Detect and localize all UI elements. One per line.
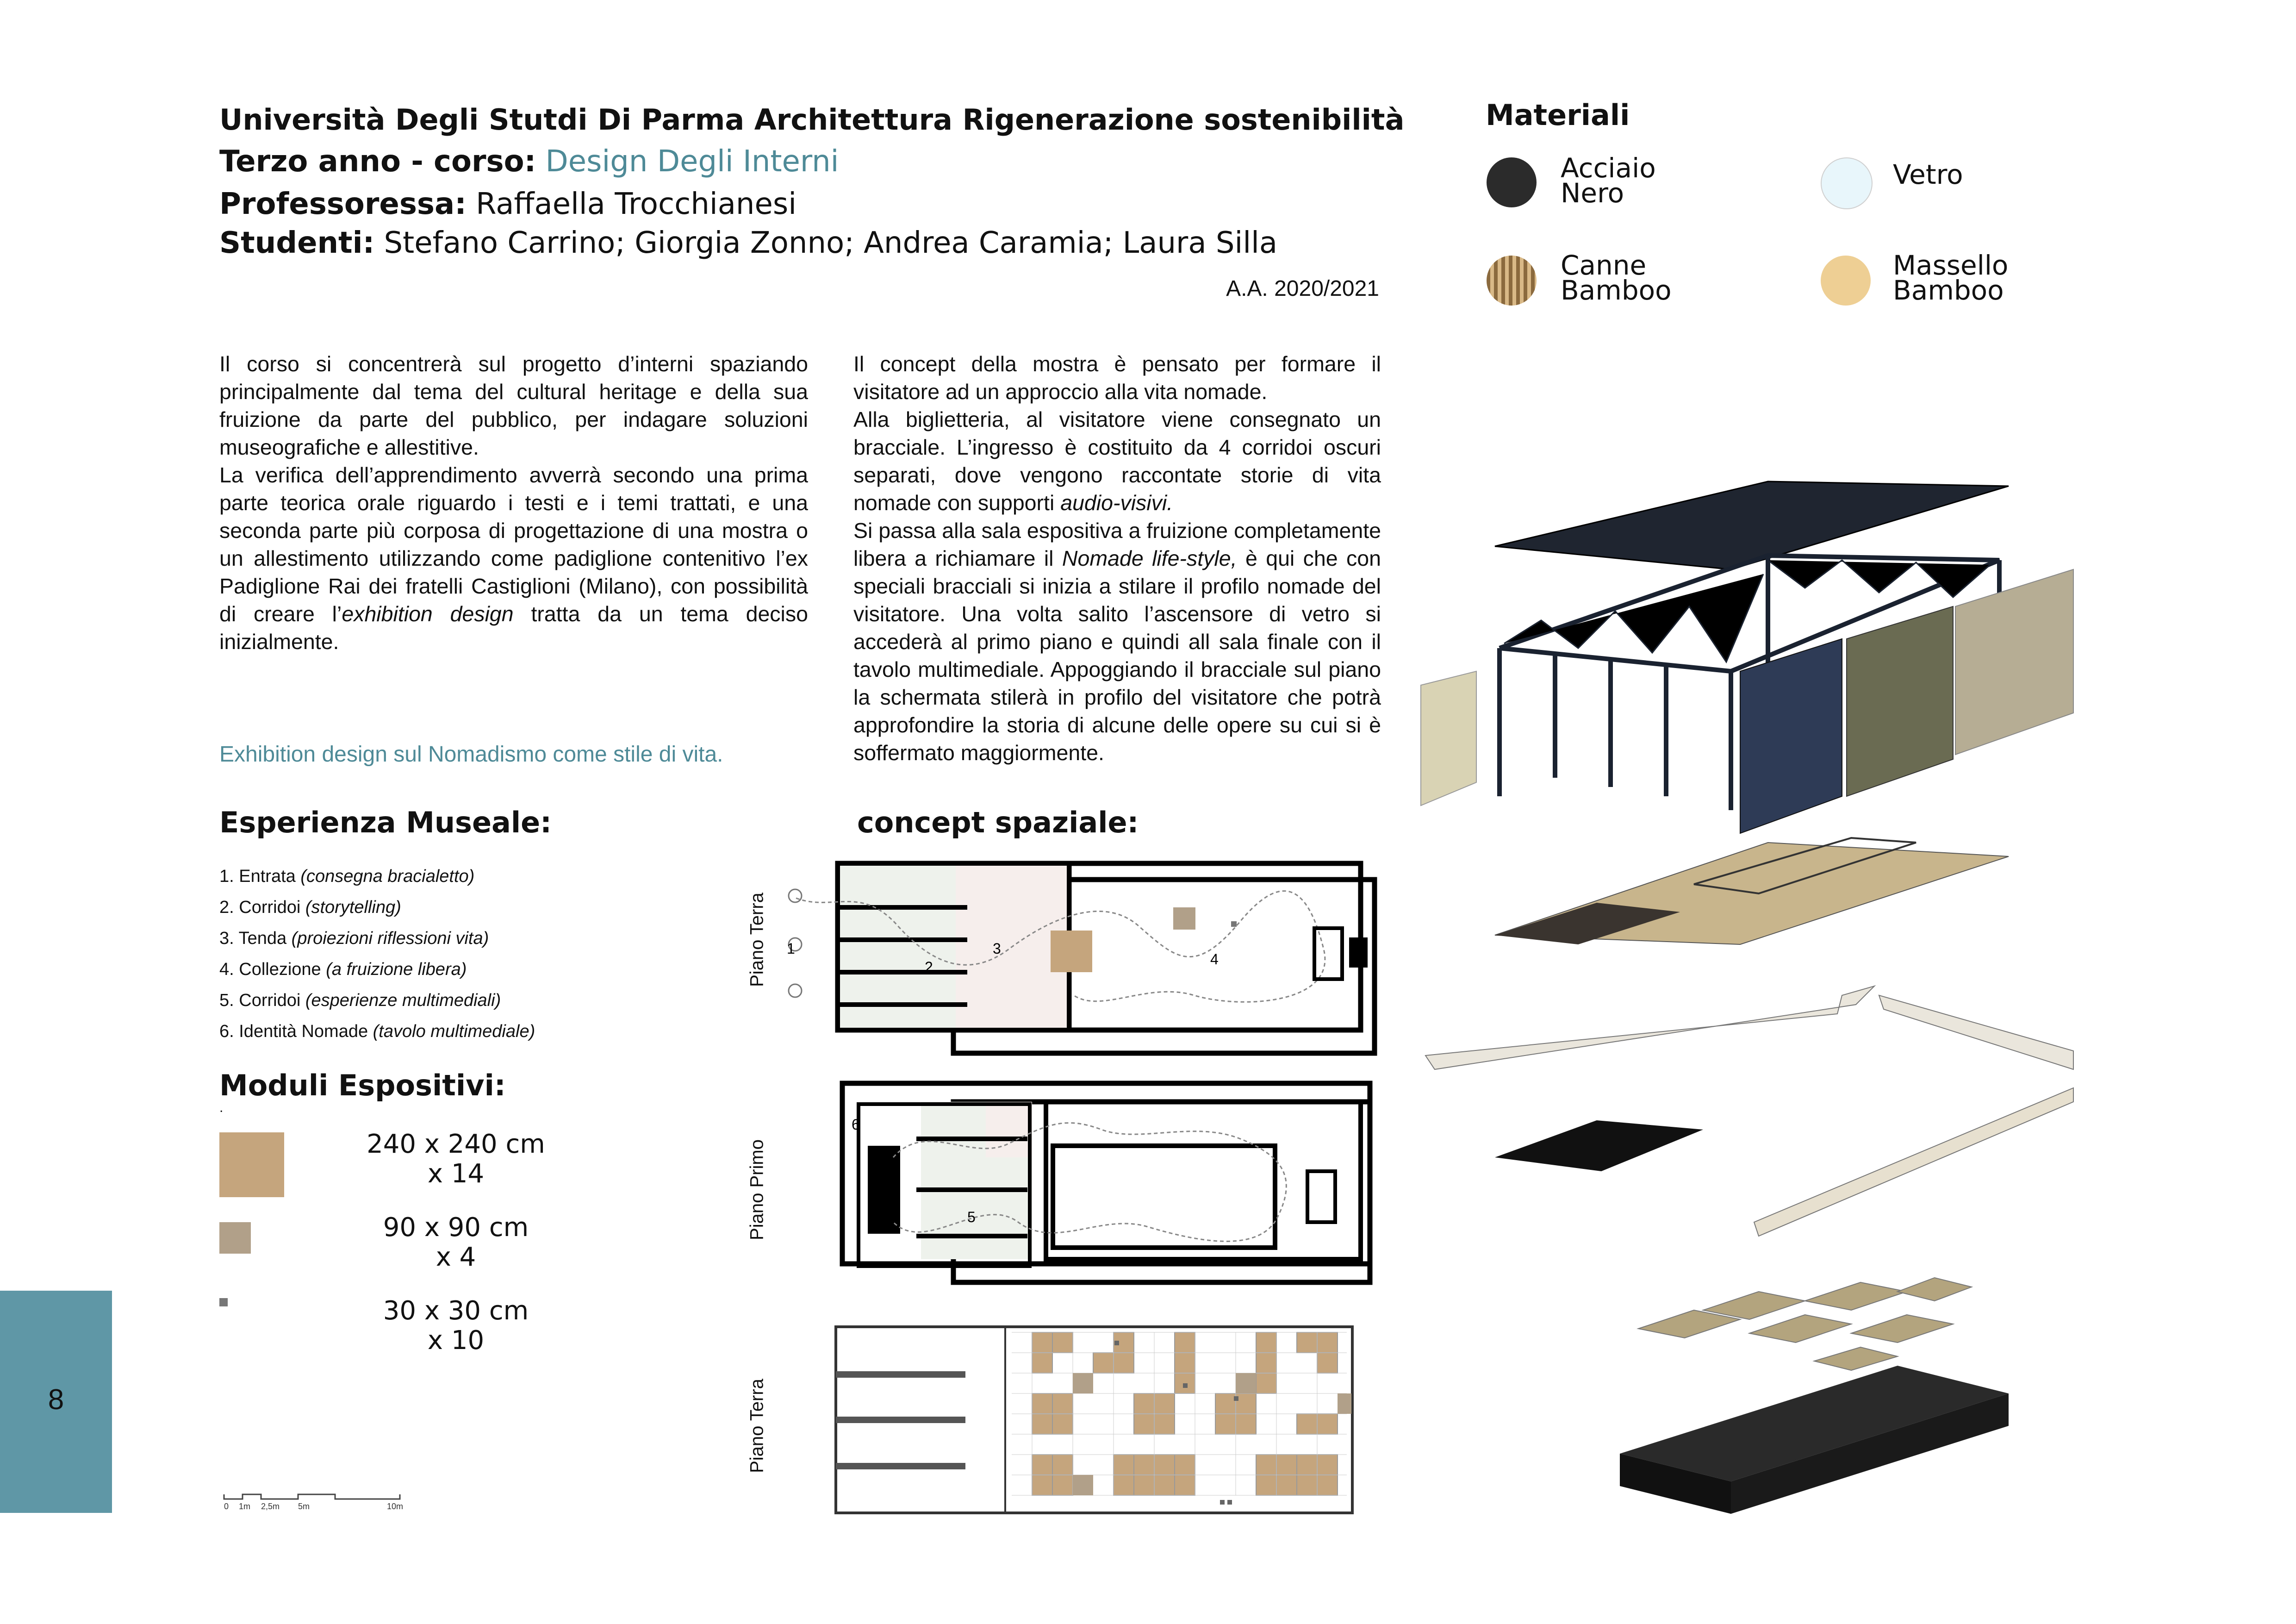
scale-tick-2: 2,5m bbox=[261, 1502, 280, 1511]
moduli-title: Moduli Espositivi: bbox=[219, 1068, 506, 1102]
header-students-value: Stefano Carrino; Giorgia Zonno; Andrea Caramia; Laura Silla bbox=[384, 226, 1278, 260]
list-item: 2. Corridoi (storytelling) bbox=[219, 898, 401, 917]
header-course bbox=[219, 144, 839, 179]
course-paragraph-1: Il corso si concentrerà sul progetto d’interni spaziando principalmente dal tema del cultural heritage e della sua fruizione da parte del pubblico, per indagare soluzioni museografiche e allestitive. bbox=[219, 352, 808, 459]
plan2-label: Piano Primo bbox=[747, 1139, 767, 1240]
header-professor bbox=[219, 187, 796, 221]
scale-tick-4: 10m bbox=[387, 1502, 404, 1511]
concept-title: concept spaziale: bbox=[857, 806, 1139, 839]
list-item: 6. Identità Nomade (tavolo multimediale) bbox=[219, 1022, 535, 1041]
axon-facade-left bbox=[1421, 671, 1476, 806]
scale-tick-0: 0 bbox=[224, 1502, 229, 1511]
course-paragraph-2: La verifica dell’apprendimento avverrà secondo una prima parte teorica orale riguardo i testi e i temi trattati, e una seconda parte più corposa di progettazione di una mostra o un allestimento utilizzando come padiglione contenitivo l’ex Padiglione Rai dei fratelli Castiglioni (Milano), con possibilità di creare l’ bbox=[219, 463, 808, 626]
plan-marker-2: 2 bbox=[925, 959, 933, 975]
concept-paragraph-3: Si passa alla sala espositiva a fruizione completamente libera a richiamare il bbox=[853, 518, 1381, 570]
scale-tick-3: 5m bbox=[298, 1502, 310, 1511]
material-swatch-steel bbox=[1487, 157, 1537, 207]
concept-paragraph-1: Il concept della mostra è pensato per formare il visitatore ad un approccio alla vita nomade. bbox=[853, 352, 1381, 404]
materiali-title: Materiali bbox=[1486, 98, 1630, 132]
header-university: Università Degli Stutdi Di Parma Architettura Rigenerazione sostenibilità bbox=[219, 103, 1405, 137]
list-item: 4. Collezione (a fruizione libera) bbox=[219, 960, 467, 979]
material-label-glass: Vetro bbox=[1893, 159, 1963, 190]
axon-mezzanine-right bbox=[1879, 995, 2073, 1069]
module-label-small: 30 x 30 cm x 10 bbox=[383, 1296, 529, 1355]
list-item: 5. Corridoi (esperienze multimediali) bbox=[219, 991, 501, 1010]
concept-paragraph-2-italic: audio-visivi. bbox=[1060, 491, 1173, 515]
esperienza-title: Esperienza Museale: bbox=[219, 806, 552, 839]
plan-marker-3: 3 bbox=[993, 940, 1001, 957]
axon-roof bbox=[1495, 481, 2009, 569]
concept-paragraph-3-italic: Nomade life-style, bbox=[1062, 546, 1237, 570]
module-swatch-small bbox=[219, 1298, 228, 1306]
exhibition-subtitle: Exhibition design sul Nomadismo come stile di vita. bbox=[219, 742, 723, 767]
concept-description bbox=[853, 350, 1381, 767]
material-swatch-cane-bamboo bbox=[1487, 256, 1537, 306]
plan1-label: Piano Terra bbox=[747, 893, 767, 987]
concept-paragraph-2: Alla biglietteria, al visitatore viene consegnato un bracciale. L’ingresso è costituito da 4 corridoi oscuri separati, dove vengono raccontate storie di vita nomade con supporti bbox=[853, 407, 1381, 515]
page-number: 8 bbox=[48, 1384, 64, 1416]
plan3-label: Piano Terra bbox=[747, 1379, 767, 1473]
list-item: 1. Entrata (consegna bracialetto) bbox=[219, 867, 475, 886]
material-label-cane-bamboo: Canne Bamboo bbox=[1561, 250, 1672, 306]
exploded-axonometric bbox=[1407, 454, 2092, 1528]
header-professor-value: Raffaella Trocchianesi bbox=[476, 187, 796, 221]
scale-tick-1: 1m bbox=[239, 1502, 251, 1511]
header-students bbox=[219, 226, 1277, 260]
scale-bar bbox=[219, 1486, 414, 1514]
course-paragraph-2-end: tratta da un tema deciso inizialmente. bbox=[219, 602, 809, 654]
plan3-label-wrap bbox=[743, 1356, 771, 1495]
material-swatch-glass bbox=[1821, 157, 1873, 209]
academic-year: A.A. 2020/2021 bbox=[1226, 276, 1379, 301]
course-description bbox=[219, 350, 808, 656]
axon-facade-cane bbox=[1955, 569, 2073, 755]
plan2-label-wrap bbox=[743, 1120, 771, 1259]
header-students-label: Studenti: bbox=[219, 226, 375, 260]
material-label-steel: Acciaio Nero bbox=[1561, 152, 1656, 209]
axon-modules bbox=[1638, 1278, 1972, 1370]
module-label-large: 240 x 240 cm x 14 bbox=[367, 1129, 545, 1189]
module-swatch-medium bbox=[219, 1222, 251, 1254]
header-course-label: Terzo anno - corso: bbox=[219, 144, 536, 179]
plan-marker-4: 4 bbox=[1210, 951, 1219, 968]
material-label-solid-bamboo: Massello Bamboo bbox=[1893, 250, 2009, 306]
module-swatch-large bbox=[219, 1132, 284, 1197]
header-professor-label: Professoressa: bbox=[219, 187, 467, 221]
plan-marker-6: 6 bbox=[852, 1116, 860, 1133]
moduli-dot: . bbox=[219, 1100, 224, 1115]
axon-facade-green bbox=[1847, 606, 1953, 796]
course-paragraph-2-italic: exhibition design bbox=[342, 602, 514, 626]
list-item: 3. Tenda (proiezioni riflessioni vita) bbox=[219, 929, 489, 948]
axon-ramp bbox=[1754, 1088, 2073, 1236]
axon-lift-square bbox=[1495, 1120, 1703, 1171]
plan1-label-wrap bbox=[743, 870, 771, 1009]
plan-first-floor bbox=[778, 1074, 1388, 1305]
esperienza-list bbox=[219, 861, 535, 1047]
module-label-medium: 90 x 90 cm x 4 bbox=[383, 1212, 529, 1272]
axon-mezzanine-left bbox=[1425, 986, 1874, 1069]
plan-ground-floor bbox=[778, 856, 1388, 1065]
plan-module-grid bbox=[833, 1324, 1361, 1518]
concept-paragraph-3-end: è qui che con speciali bracciali si inizia a stilare il profilo nomade del visitatore. Una volta salito l’ascensore di vetro si accederà al primo piano e quindi all sala finale con il tavolo multimediale. Appoggiando il bracciale sul piano la schermata stilerà in profilo del visitatore che potrà approfondire la storia di alcune delle opere su cui si è soffermato maggiormente. bbox=[853, 546, 1381, 765]
plan-marker-5: 5 bbox=[967, 1209, 976, 1225]
axon-facade-dark bbox=[1740, 639, 1842, 833]
header-course-value: Design Degli Interni bbox=[545, 144, 839, 179]
material-swatch-solid-bamboo bbox=[1821, 256, 1871, 306]
plan-marker-1: 1 bbox=[787, 940, 795, 957]
